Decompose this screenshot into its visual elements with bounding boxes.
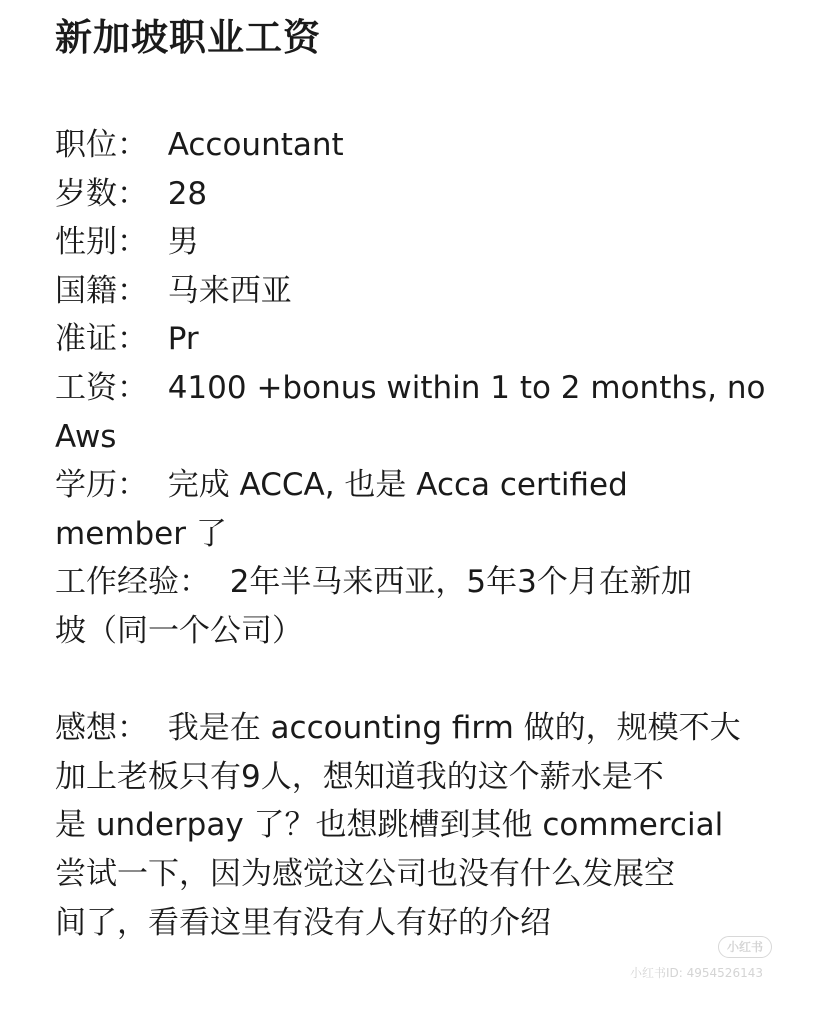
experience-line-cont: 坡（同一个公司）: [55, 612, 303, 649]
experience-line: 工作经验： 2年半马来西亚，5年3个月在新加: [55, 564, 692, 601]
thoughts-line-2: 加上老板只有9人，想知道我的这个薪水是不: [55, 758, 664, 795]
salary-line: 工资： 4100 +bonus within 1 to 2 months, no: [55, 369, 766, 406]
position-line: 职位： Accountant: [55, 127, 344, 163]
watermark: [630, 936, 800, 986]
thoughts-line-3: 是 underpay 了？也想跳槽到其他 commercial: [55, 807, 724, 844]
age-line: 岁数： 28: [55, 175, 208, 212]
education-line-cont: member 了: [55, 515, 227, 552]
gender-line: 性别： 男: [55, 224, 199, 261]
page-title: 新加坡职业工资: [55, 16, 321, 59]
post-body: [55, 121, 775, 947]
education-line: 学历： 完成 ACCA, 也是 Acca certified: [55, 467, 628, 504]
watermark-logo: 小红书: [718, 936, 772, 958]
paragraph-spacer: [55, 656, 775, 705]
nationality-line: 国籍： 马来西亚: [55, 272, 292, 309]
salary-line-cont: Aws: [55, 418, 117, 455]
thoughts-line-1: 感想： 我是在 accounting firm 做的，规模不大: [55, 710, 741, 747]
pass-line: 准证： Pr: [55, 321, 199, 358]
thoughts-line-5: 间了，看看这里有没有人有好的介绍: [55, 904, 551, 941]
thoughts-line-4: 尝试一下，因为感觉这公司也没有什么发展空: [55, 855, 675, 892]
watermark-id: 小红书ID: 4954526143: [630, 966, 763, 980]
